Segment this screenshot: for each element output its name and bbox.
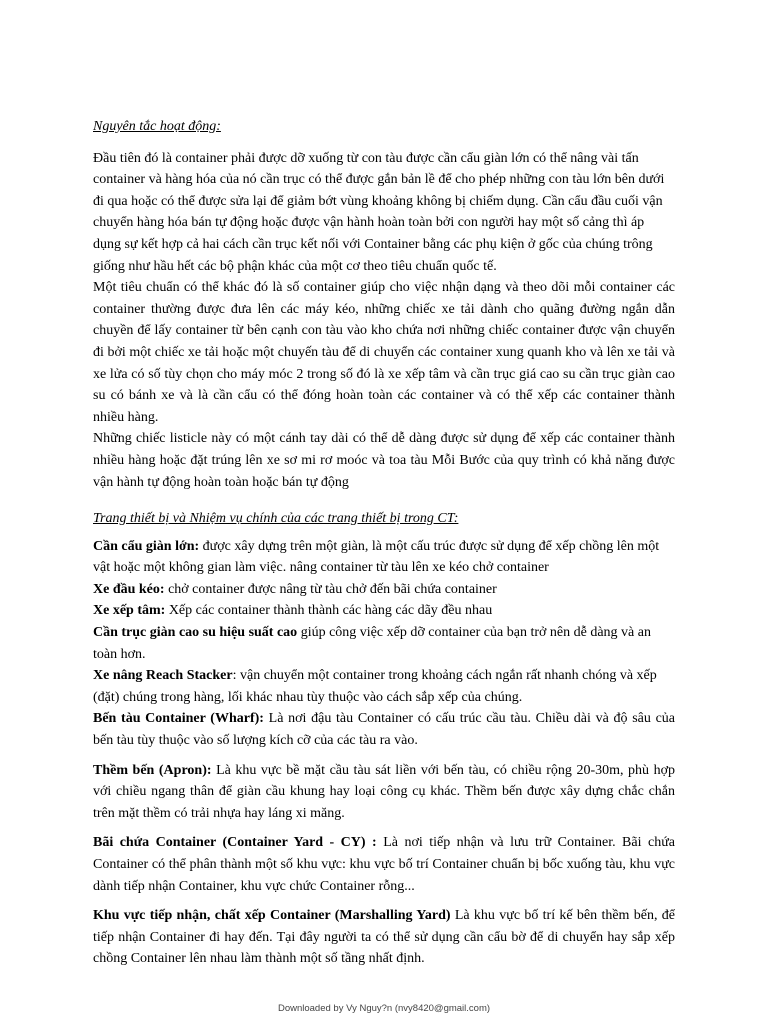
item-text: Là nơi tiếp nhận và lưu trữ Container. Bãi chứa Container có thể phân thành một số khu vực: khu vực bố trí Container chuẩn bị bốc xuống tàu, khu vực dành tiếp nhận Container, khu vực chức Container rỗng...: [93, 835, 675, 894]
paragraph-3: Những chiếc listicle này có một cánh tay dài có thể dễ dàng được sử dụng để xếp các container thành nhiều hàng hoặc đặt trúng lên xe sơ mi rơ moóc và toa tàu Mỗi Bước của quy trình có khả năng được vận hành tự động hoàn toàn hoặc bán tự động: [93, 431, 675, 490]
item-text: được xây dựng trên một giàn, là một cấu trúc được sử dụng để xếp chồng lên một vật hoặc một không gian làm việc. nâng container từ tàu lên xe kéo chở container: [93, 538, 660, 576]
item-term: Khu vực tiếp nhận, chất xếp Container (Marshalling Yard): [93, 908, 451, 924]
item-term: Cần cẩu giàn lớn:: [93, 538, 200, 554]
paragraph-1: Đầu tiên đó là container phải được dỡ xuống từ con tàu được cần cẩu giàn lớn có thể nâng vài tấn container và hàng hóa của nó cần trục có thể được gắn bản lề để cho phép những con tàu lớn bên dưới đi qua hoặc có thể được sửa lại để giảm bớt vùng khoảng không bị chiếm dụng. Cần cẩu đầu cuối vận chuyển hàng hóa bán tự động hoặc được vận hành hoàn toàn bởi con người hay một số cảng thì áp dụng sự kết hợp cả hai cách cần trục kết nối với Container bằng các phụ kiện ở gốc của chúng trông giống như hầu hết các bộ phận khác của một cơ theo tiêu chuẩn quốc tế.: [93, 150, 665, 274]
item-text: Là khu vực bố trí kế bên thềm bến, để tiếp nhận Container đi hay đến. Tại đây người ta có thể sử dụng cần cẩu bờ để di chuyển hay sắp xếp chồng Container lên nhau làm thành một số tầng nhất định.: [93, 908, 675, 967]
item-text: chở container được nâng từ tàu chở đến bãi chứa container: [164, 581, 497, 597]
item-term: Xe nâng Reach Stacker: [93, 668, 233, 684]
item-term: Xe xếp tâm:: [93, 603, 166, 619]
equipment-marshalling-yard: [93, 905, 675, 970]
equipment-apron: [93, 760, 675, 825]
item-text: Là nơi đậu tàu Container có cấu trúc cầu tàu. Chiều dài và độ sâu của bến tàu tùy thuộc vào số lượng kích cỡ của các tàu ra vào.: [93, 711, 676, 749]
equipment-reach-stacker: [93, 665, 675, 708]
document-body: [93, 116, 675, 970]
item-term: Bãi chứa Container (Container Yard - CY) :: [93, 835, 377, 851]
item-term: Thềm bến (Apron):: [93, 762, 212, 778]
equipment-tractor: [93, 579, 675, 601]
equipment-container-yard: [93, 832, 675, 897]
section-heading-principle: Nguyên tắc hoạt động:: [93, 119, 221, 134]
equipment-gantry-crane: [93, 536, 675, 579]
item-text: Xếp các container thành thành các hàng các dãy đều nhau: [165, 603, 493, 619]
equipment-rtg-crane: [93, 622, 675, 665]
equipment-wharf: [93, 708, 675, 751]
item-text: Là khu vực bề mặt cầu tàu sát liền với bến tàu, có chiều rộng 20-30m, phù hợp với chiều ngang thân để giàn cầu khung hay loại công cụ khác. Thềm bến được xây dựng chắc chắn trên mặt thềm có trải nhựa hay láng xi măng.: [93, 762, 675, 821]
item-text: giúp công việc xếp dỡ container của bạn trở nên dễ dàng và an toàn hơn.: [93, 625, 651, 662]
item-text: : vận chuyển một container trong khoảng cách ngắn rất nhanh chóng và xếp (đặt) chúng trong hàng, lối khác nhau tùy thuộc vào cách sắp xếp của chúng.: [93, 668, 657, 705]
item-term: Bến tàu Container (Wharf):: [93, 711, 264, 727]
item-term: Cần trục giàn cao su hiệu suất cao: [93, 625, 298, 641]
item-term: Xe đầu kéo:: [93, 581, 165, 597]
equipment-straddle: [93, 600, 675, 622]
section-heading-equipment: Trang thiết bị và Nhiệm vụ chính của các trang thiết bị trong CT:: [93, 511, 459, 527]
download-footer: Downloaded by Vy Nguy?n (nvy8420@gmail.com): [277, 1003, 491, 1014]
paragraph-2: Một tiêu chuẩn có thể khác đó là số container giúp cho việc nhận dạng và theo dõi mỗi container các container thường được đưa lên các máy kéo, những chiếc xe tải dành cho quãng đường ngắn dẫn chuyền để lấy container từ bên cạnh con tàu vào kho chứa nơi những chiếc container được vận chuyển đi bởi một chiếc xe tải hoặc một chuyến tàu để di chuyển các container xung quanh kho và lên xe tải và xe lửa có số tùy chọn cho máy móc 2 trong số đó là xe xếp tâm và cần trục giá cao su cần trục giàn cao su có bánh xe và là cần cẩu có thể đóng hoàn toàn các container và có thể xếp các container thành nhiều hàng.: [93, 280, 675, 425]
